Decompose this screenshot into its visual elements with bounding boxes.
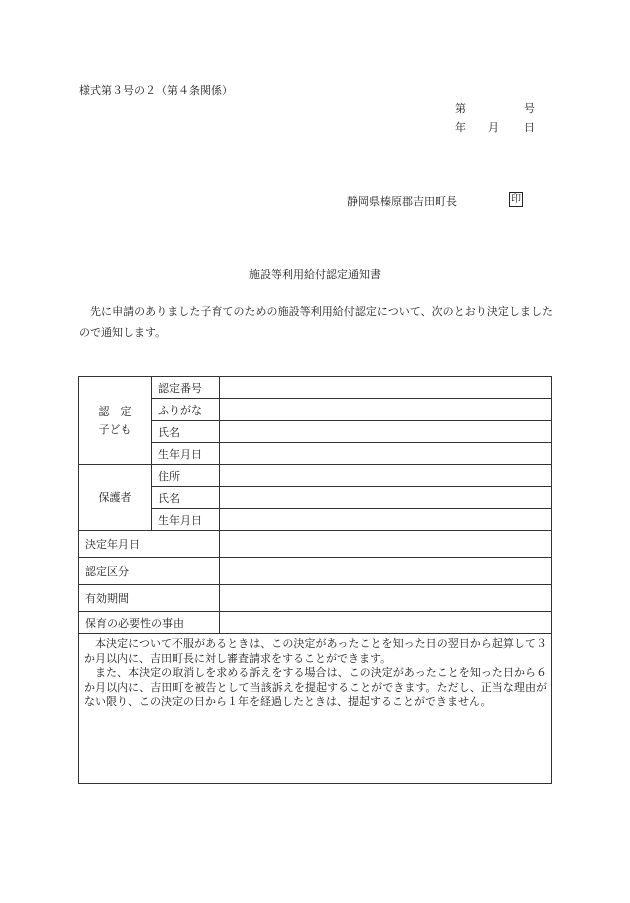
guardian-name-value <box>220 487 552 509</box>
child-group-line1: 認 定 <box>98 404 132 418</box>
child-group-label <box>79 377 152 465</box>
child-name-value <box>220 421 552 443</box>
child-furigana-value <box>220 399 552 421</box>
category-label: 認定区分 <box>79 558 220 585</box>
appeal-notice <box>79 634 552 784</box>
child-name-label: 氏名 <box>152 421 220 443</box>
seal-stamp: 印 <box>511 194 521 205</box>
child-birthdate-value <box>220 443 552 465</box>
date-year: 年 <box>455 121 466 134</box>
table-row <box>79 465 552 487</box>
decision-date-value <box>220 531 552 558</box>
issuer-name: 静岡県榛原郡吉田町長 <box>347 195 457 208</box>
date-day: 日 <box>524 121 535 134</box>
form-number: 様式第３号の２（第４条関係） <box>79 84 233 97</box>
decision-date-label: 決定年月日 <box>79 531 220 558</box>
guardian-birthdate-label: 生年月日 <box>152 509 220 531</box>
validity-label: 有効期間 <box>79 585 220 612</box>
notice-paragraph-2: また、本決定の取消しを求める訴えをする場合は、この決定があったことを知った日から６か月以内に、吉田町を被告として当該訴えを提起することができます。ただし、正当な理由がない限り、この決定の日から１年を経過したときは、提起することができません。 <box>84 666 547 708</box>
guardian-address-value <box>220 465 552 487</box>
table-row <box>79 377 552 399</box>
guardian-name-label: 氏名 <box>152 487 220 509</box>
guardian-birthdate-value <box>220 509 552 531</box>
child-cert-number-label: 認定番号 <box>152 377 220 399</box>
table-row <box>79 531 552 558</box>
child-furigana-label: ふりがな <box>152 399 220 421</box>
table-row <box>79 634 552 784</box>
child-cert-number-value <box>220 377 552 399</box>
reason-label: 保育の必要性の事由 <box>79 612 220 634</box>
certification-table <box>78 376 552 784</box>
date-month: 月 <box>488 121 499 134</box>
number-suffix: 号 <box>524 102 535 115</box>
guardian-address-label: 住所 <box>152 465 220 487</box>
child-birthdate-label: 生年月日 <box>152 443 220 465</box>
table-row <box>79 558 552 585</box>
number-prefix: 第 <box>455 102 466 115</box>
table-row <box>79 585 552 612</box>
body-text: 先に申請のありました子育てのための施設等利用給付認定について、次のとおり決定しましたので通知します。 <box>79 305 553 339</box>
table-row <box>79 612 552 634</box>
category-value <box>220 558 552 585</box>
reason-value <box>220 612 552 634</box>
notice-paragraph-1: 本決定について不服があるときは、この決定があったことを知った日の翌日から起算して３か月以内に、吉田町長に対し審査請求をすることができます。 <box>84 637 547 665</box>
validity-value <box>220 585 552 612</box>
child-group-line2: 子ども <box>98 422 132 436</box>
guardian-group-label: 保護者 <box>79 465 152 531</box>
document-title: 施設等利用給付認定通知書 <box>249 268 381 281</box>
